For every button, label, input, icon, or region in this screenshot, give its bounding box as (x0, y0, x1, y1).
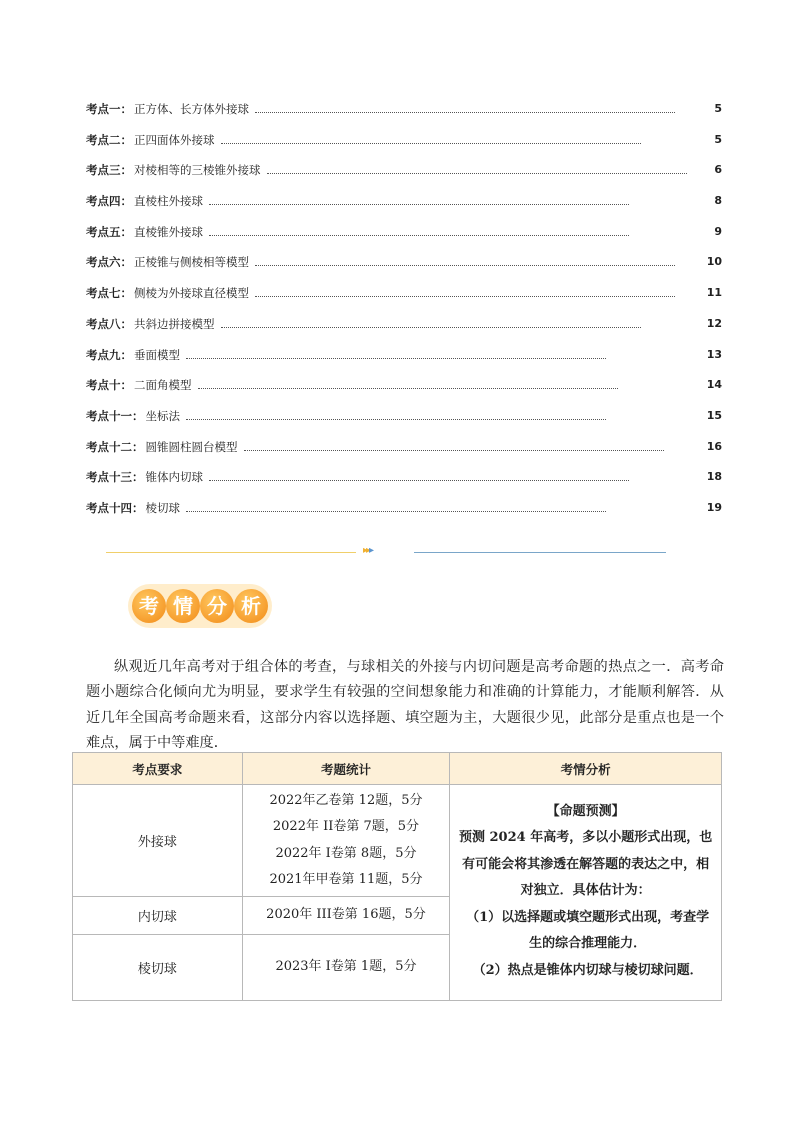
toc-title: 圆锥圆柱圆台模型 (145, 439, 238, 454)
toc-page-number: 5 (714, 132, 722, 146)
toc-leader (209, 223, 629, 236)
toc-label: 考点三： (86, 163, 132, 178)
requirement-cell: 内切球 (73, 897, 243, 935)
analysis-point-1: （1）以选择题或填空题形式出现，考查学生的综合推理能力． (466, 909, 710, 952)
triangle-arrows-icon: ▸▸▸ (363, 545, 373, 556)
toc-label: 考点四： (86, 194, 132, 209)
toc-page-number: 8 (714, 194, 722, 208)
toc-title: 直棱柱外接球 (134, 194, 203, 209)
badge-char: 情 (166, 589, 200, 623)
toc-title: 二面角模型 (134, 378, 192, 393)
toc-page-number: 11 (706, 286, 722, 300)
toc-entry[interactable] (86, 315, 722, 346)
toc-title: 垂面模型 (134, 347, 180, 362)
toc-page-number: 13 (706, 347, 722, 361)
statistics-cell (242, 935, 449, 1001)
stat-item: 2022年乙卷第 12题，5分 (269, 792, 423, 808)
toc-entry[interactable] (86, 192, 722, 223)
toc-entry[interactable] (86, 499, 722, 530)
requirement-cell: 棱切球 (73, 935, 243, 1001)
toc-entry[interactable] (86, 438, 722, 469)
toc-page-number: 16 (706, 439, 722, 453)
toc-label: 考点十二： (86, 439, 144, 454)
header-statistics: 考题统计 (242, 753, 449, 785)
toc-label: 考点十一： (86, 408, 144, 423)
badge-char: 析 (234, 589, 268, 623)
toc-leader (255, 284, 675, 297)
section-divider (106, 545, 666, 556)
requirement-cell: 外接球 (73, 785, 243, 897)
toc-page-number: 15 (706, 408, 722, 422)
analysis-cell (450, 785, 722, 1001)
toc-page-number: 18 (706, 470, 722, 484)
toc-entry[interactable] (86, 223, 722, 254)
toc-page-number: 5 (714, 102, 722, 115)
stat-item: 2021年甲卷第 11题，5分 (269, 872, 423, 887)
toc-entry[interactable] (86, 284, 722, 315)
toc-leader (255, 100, 675, 113)
toc-label: 考点五： (86, 224, 132, 239)
toc-title: 棱切球 (145, 500, 180, 515)
toc-label: 考点八： (86, 316, 132, 331)
section-heading-badge (128, 584, 272, 628)
header-requirement: 考点要求 (73, 753, 243, 785)
header-analysis: 考情分析 (450, 753, 722, 785)
intro-paragraph: 纵观近几年高考对于组合体的考查，与球相关的外接与内切问题是高考命题的热点之一．高考命题小题综合化倾向尤为明显，要求学生有较强的空间想象能力和准确的计算能力，才能顺利解答．从近几年全国高考命题来看，这部分内容以选择题、填空题为主，大题很少见，此部分是重点也是一个难点，属于中等难度． (86, 659, 724, 752)
toc-entry[interactable] (86, 468, 722, 499)
toc-title: 正四面体外接球 (134, 132, 215, 147)
table-row (73, 785, 722, 897)
divider-line-right (414, 552, 666, 553)
toc-title: 对棱相等的三棱锥外接球 (134, 163, 261, 178)
toc-label: 考点十三： (86, 470, 144, 485)
table-header-row (73, 753, 722, 785)
toc-title: 正方体、长方体外接球 (134, 102, 249, 116)
toc-leader (255, 253, 675, 266)
badge-char: 分 (200, 589, 234, 623)
toc-label: 考点二： (86, 132, 132, 147)
toc-label: 考点一： (86, 102, 132, 116)
analysis-point-2: （2）热点是锥体内切球与棱切球问题． (472, 962, 703, 978)
toc-entry[interactable] (86, 161, 722, 192)
toc-label: 考点十： (86, 378, 132, 393)
toc-page-number: 9 (714, 224, 722, 238)
toc-leader (209, 468, 629, 481)
toc-leader (267, 161, 687, 174)
toc-leader (209, 192, 629, 205)
toc-leader (186, 407, 606, 420)
toc-label: 考点七： (86, 286, 132, 301)
badge-char: 考 (132, 589, 166, 623)
toc-entry[interactable] (86, 131, 722, 162)
analysis-prediction: 预测 2024 年高考，多以小题形式出现，也有可能会将其渗透在解答题的表达之中，相对独立．具体估计为： (458, 830, 713, 899)
exam-analysis-table (72, 752, 722, 1001)
statistics-cell (242, 785, 449, 897)
stat-item: 2022年 II卷第 7题，5分 (272, 819, 420, 834)
toc-leader (198, 376, 618, 389)
stat-item: 2020年 III卷第 16题，5分 (266, 907, 426, 923)
toc-page-number: 12 (706, 316, 722, 330)
table-of-contents (86, 100, 722, 530)
toc-label: 考点十四： (86, 500, 144, 515)
stat-item: 2023年 I卷第 1题，5分 (275, 959, 417, 975)
divider-line-left (106, 552, 356, 553)
toc-title: 正棱锥与侧棱相等模型 (134, 255, 249, 270)
stat-item: 2022年 I卷第 8题，5分 (275, 845, 417, 861)
toc-entry[interactable] (86, 376, 722, 407)
toc-page-number: 10 (706, 255, 722, 269)
toc-title: 锥体内切球 (145, 470, 203, 485)
toc-title: 坐标法 (145, 408, 180, 423)
toc-leader (221, 315, 641, 328)
toc-leader (186, 346, 606, 359)
toc-page-number: 6 (714, 163, 722, 177)
analysis-heading: 【命题预测】 (546, 803, 625, 819)
toc-title: 侧棱为外接球直径模型 (134, 286, 249, 301)
toc-entry[interactable] (86, 346, 722, 377)
toc-entry[interactable] (86, 253, 722, 284)
toc-leader (244, 438, 664, 451)
toc-leader (186, 499, 606, 512)
toc-entry[interactable] (86, 100, 722, 131)
toc-entry[interactable] (86, 407, 722, 438)
toc-title: 共斜边拼接模型 (134, 316, 215, 331)
toc-label: 考点九： (86, 347, 132, 362)
toc-title: 直棱锥外接球 (134, 224, 203, 239)
toc-page-number: 19 (706, 500, 722, 514)
statistics-cell (242, 897, 449, 935)
toc-leader (221, 131, 641, 144)
toc-label: 考点六： (86, 255, 132, 270)
toc-page-number: 14 (706, 378, 722, 392)
